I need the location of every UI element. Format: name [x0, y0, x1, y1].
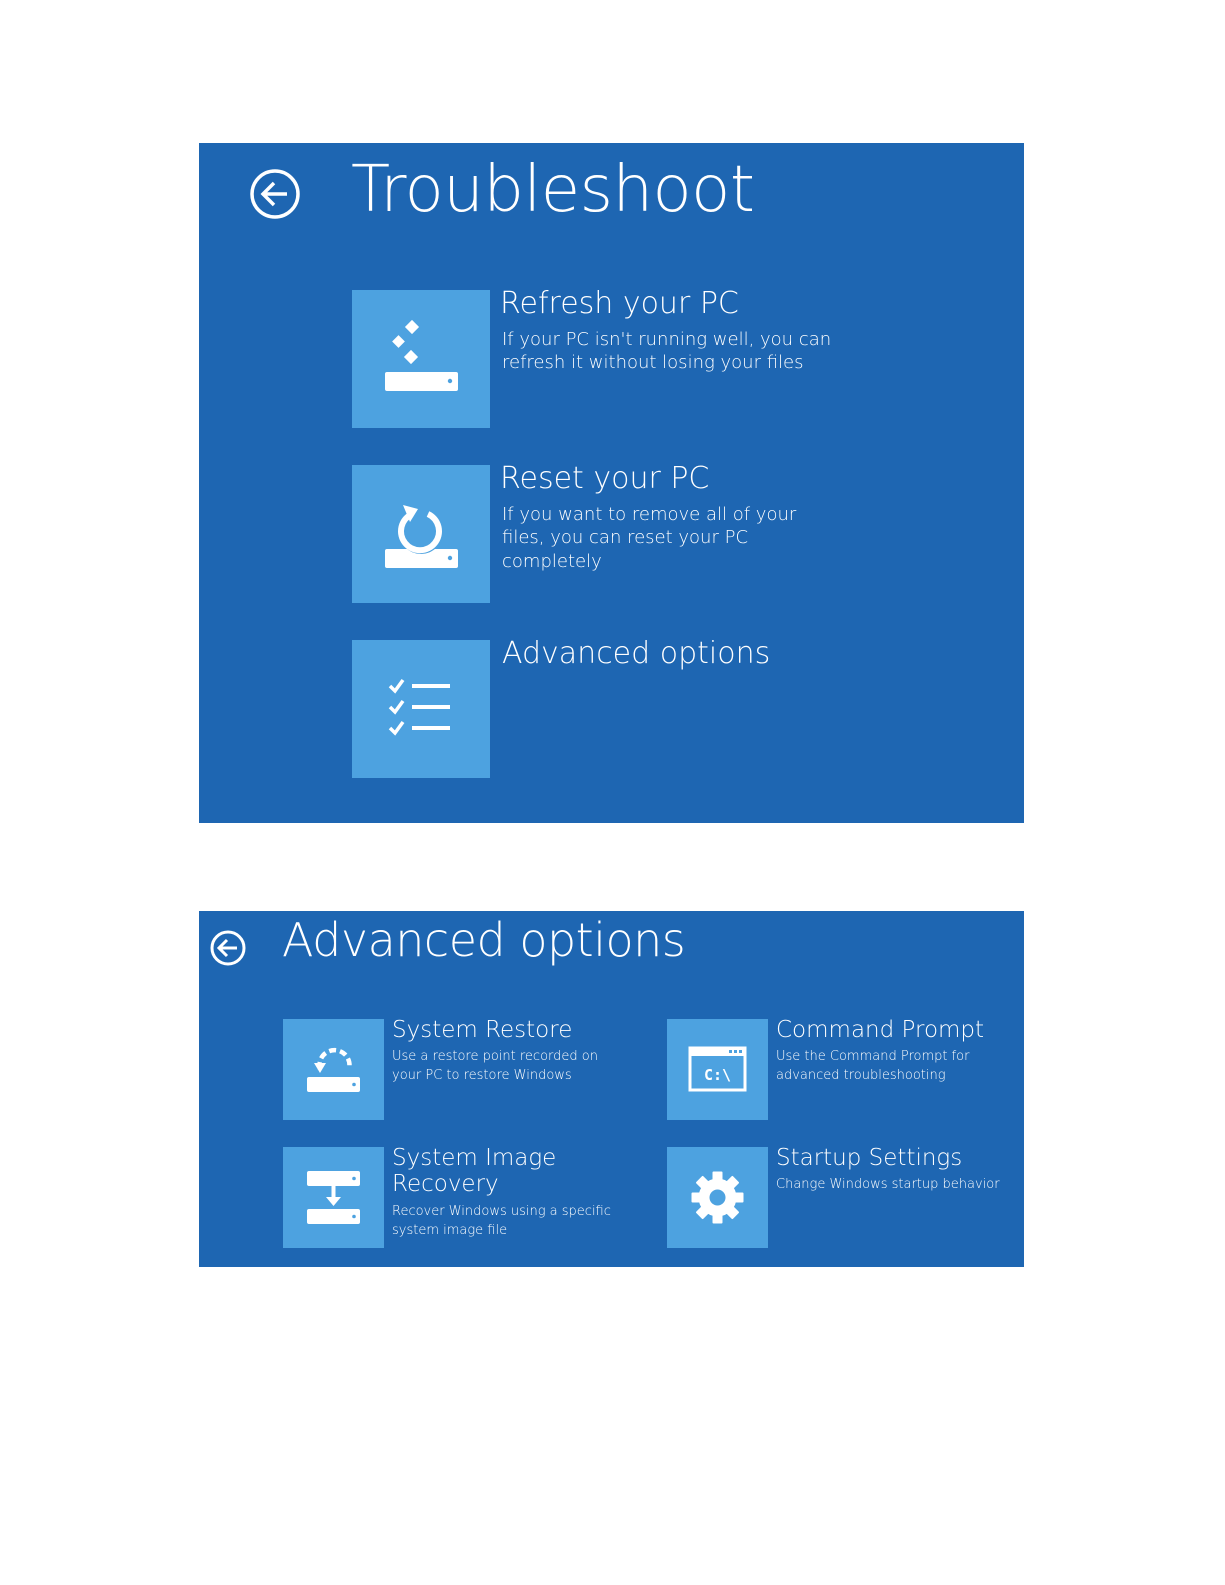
- command-prompt-tile[interactable]: [667, 1019, 768, 1120]
- reset-pc-option[interactable]: [352, 461, 872, 605]
- back-arrow-circle-icon[interactable]: [249, 168, 301, 220]
- system-image-recovery-title-line1: System Image: [392, 1145, 557, 1171]
- gear-icon: [667, 1147, 768, 1248]
- refresh-pc-icon: [352, 290, 490, 428]
- startup-settings-title: Startup Settings: [776, 1145, 963, 1171]
- system-restore-option[interactable]: [283, 1019, 653, 1121]
- advanced-options-tile[interactable]: [352, 640, 490, 778]
- command-prompt-title: Command Prompt: [776, 1017, 985, 1043]
- checklist-icon: [352, 640, 490, 778]
- startup-settings-option[interactable]: [667, 1147, 1037, 1249]
- page-title: Advanced options: [282, 913, 686, 967]
- advanced-options-title: Advanced options: [502, 636, 771, 671]
- system-image-recovery-icon: [283, 1147, 384, 1248]
- system-restore-icon: [283, 1019, 384, 1120]
- system-image-recovery-title-line2: Recovery: [392, 1171, 499, 1198]
- system-image-recovery-option[interactable]: [283, 1147, 653, 1249]
- back-arrow-circle-icon[interactable]: [209, 929, 247, 967]
- system-restore-tile[interactable]: [283, 1019, 384, 1120]
- startup-settings-tile[interactable]: [667, 1147, 768, 1248]
- reset-pc-description: If you want to remove all of your files, you can reset your PC completely: [502, 504, 797, 572]
- command-prompt-description: Use the Command Prompt for advanced troubleshooting: [776, 1049, 970, 1083]
- refresh-pc-description: If your PC isn't running well, you can refresh it without losing your files: [502, 329, 832, 374]
- system-image-recovery-description: Recover Windows using a specific system image file: [392, 1204, 611, 1238]
- startup-settings-description: Change Windows startup behavior: [776, 1177, 1000, 1192]
- page-title: Troubleshoot: [351, 153, 755, 227]
- refresh-pc-tile[interactable]: [352, 290, 490, 428]
- system-image-recovery-tile[interactable]: [283, 1147, 384, 1248]
- troubleshoot-screen: [199, 143, 1024, 823]
- system-image-recovery-title: [392, 1145, 556, 1198]
- advanced-options-option[interactable]: [352, 636, 872, 780]
- reset-pc-icon: [352, 465, 490, 603]
- reset-pc-tile[interactable]: [352, 465, 490, 603]
- refresh-pc-option[interactable]: [352, 286, 872, 430]
- refresh-pc-title: Refresh your PC: [500, 286, 739, 321]
- reset-pc-title: Reset your PC: [500, 461, 710, 496]
- system-restore-title: System Restore: [392, 1017, 573, 1043]
- command-prompt-option[interactable]: [667, 1019, 1037, 1121]
- advanced-options-screen: [199, 911, 1024, 1267]
- system-restore-description: Use a restore point recorded on your PC to restore Windows: [392, 1049, 598, 1083]
- command-prompt-icon-text: C:\: [703, 1066, 732, 1084]
- command-prompt-icon: [667, 1019, 768, 1120]
